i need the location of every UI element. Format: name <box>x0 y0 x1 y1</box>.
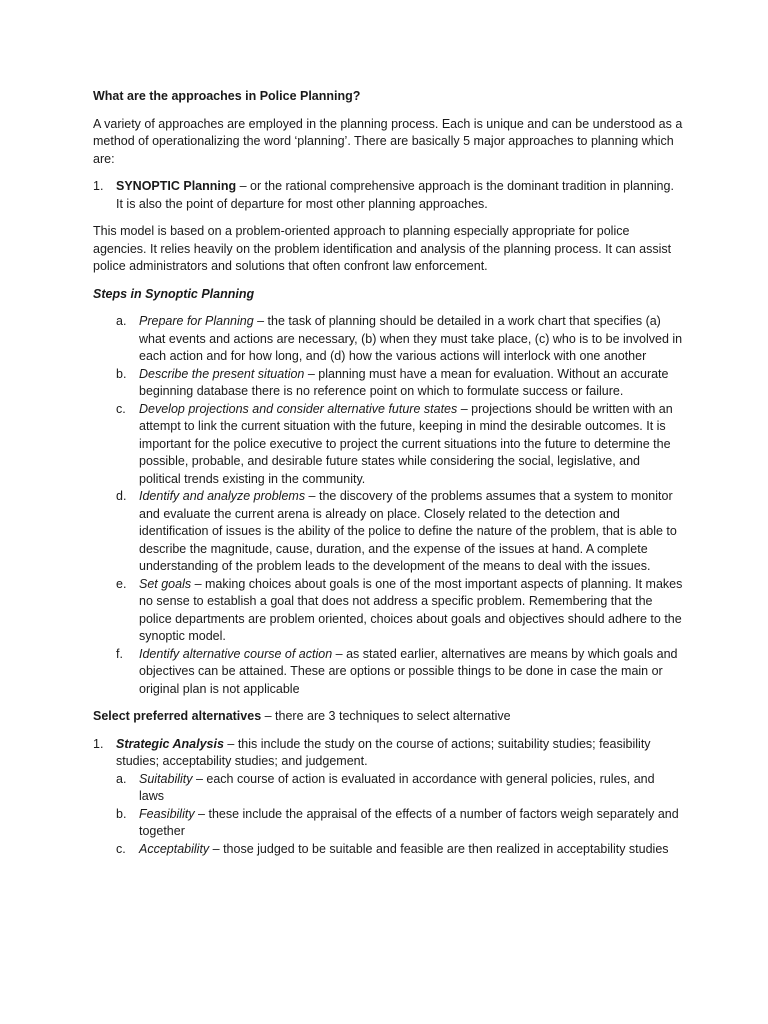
list-item <box>116 646 683 699</box>
technique-sub-list <box>116 771 683 859</box>
step-text: – as stated earlier, alternatives are means by which goals and objectives can be attained. These are options or possible things to be done in case the main or original plan is not applicable <box>139 646 678 696</box>
approaches-list <box>93 178 683 213</box>
step-term: Identify alternative course of action <box>139 646 333 661</box>
list-item <box>116 576 683 646</box>
list-item <box>116 771 683 806</box>
step-text: – the task of planning should be detailed in a work chart that specifies (a) what events and actions are necessary, (b) when they must take place, (c) who is to be involved in each action and for how long, and (d) how the various actions will interlock with one another <box>139 314 683 363</box>
list-item <box>116 401 683 489</box>
list-marker: f. <box>116 646 123 661</box>
step-text: – planning must have a mean for evaluation. Without an accurate beginning database there is no reference point on which to formulate success or failure. <box>139 366 669 398</box>
step-term: Identify and analyze problems <box>139 489 306 503</box>
technique-term: Strategic Analysis <box>116 736 224 751</box>
page-title: What are the approaches in Police Planning? <box>93 89 361 103</box>
step-term: Describe the present situation <box>139 366 305 381</box>
list-item <box>116 313 683 366</box>
step-term: Prepare for Planning <box>139 314 254 328</box>
document-page <box>93 88 683 868</box>
list-marker: c. <box>116 401 126 416</box>
approach-term: SYNOPTIC Planning <box>116 179 237 193</box>
list-marker: e. <box>116 576 127 591</box>
sub-term: Feasibility <box>139 806 195 821</box>
list-item <box>93 736 683 859</box>
select-term: Select preferred alternatives <box>93 709 262 723</box>
step-text: – the discovery of the problems assumes that a system to monitor and evaluate the current arena is already on place. Closely related to the detection and identification of issues is the ability of the police to define the nature of the problem, that is able to describe the magnitude, cause, duration, and the expense of the issues at hand. A complete understanding of the problem leads to the development of the means to deal with the issues. <box>139 489 677 573</box>
list-marker: c. <box>116 841 126 856</box>
list-item <box>93 178 683 213</box>
model-paragraph: This model is based on a problem-oriented approach to planning especially appropriate for police agencies. It relies heavily on the problem identification and analysis of the planning process. It can assist police administrators and solutions that often confront law enforcement. <box>93 224 672 273</box>
steps-list <box>116 313 683 698</box>
list-marker: b. <box>116 366 127 381</box>
techniques-list <box>93 736 683 859</box>
list-marker: b. <box>116 806 127 821</box>
sub-text: – each course of action is evaluated in accordance with general policies, rules, and laws <box>139 771 655 803</box>
list-marker: 1. <box>93 736 104 751</box>
list-item <box>116 841 683 859</box>
step-text: – projections should be written with an attempt to link the current situation with the future, keeping in mind the desirable outcomes. It is important for the police executive to project the current situations into the future to determine the possible, probable, and desirable future states while considering the social, legislative, and political trends existing in the community. <box>139 401 673 486</box>
sub-term: Acceptability <box>139 841 210 856</box>
select-text: – there are 3 techniques to select alternative <box>261 709 511 723</box>
sub-text: – these include the appraisal of the effects of a number of factors weigh separately and together <box>139 806 679 838</box>
list-item <box>116 366 683 401</box>
sub-text: – those judged to be suitable and feasible are then realized in acceptability studies <box>209 841 669 856</box>
select-paragraph <box>93 708 683 726</box>
step-term: Set goals <box>139 576 192 591</box>
technique-text: – this include the study on the course of actions; suitability studies; feasibility studies; acceptability studies; and judgement. <box>116 736 651 768</box>
approach-text: – or the rational comprehensive approach is the dominant tradition in planning. It is also the point of departure for most other planning approaches. <box>116 179 674 211</box>
list-marker: a. <box>116 771 127 786</box>
step-text: – making choices about goals is one of the most important aspects of planning. It makes no sense to establish a goal that does not address a specific problem. Remembering that the police departments are problem oriented, choices about goals and objectives should adhere to the synoptic model. <box>139 576 683 643</box>
steps-heading: Steps in Synoptic Planning <box>93 286 255 301</box>
list-marker: a. <box>116 314 127 328</box>
list-marker: d. <box>116 489 127 503</box>
sub-term: Suitability <box>139 771 193 786</box>
list-marker: 1. <box>93 179 104 193</box>
list-item <box>116 488 683 576</box>
intro-paragraph: A variety of approaches are employed in the planning process. Each is unique and can be understood as a method of operationalizing the word ‘planning’. There are basically 5 major approaches to planning which are: <box>93 116 683 166</box>
step-term: Develop projections and consider alternative future states <box>139 401 458 416</box>
list-item <box>116 806 683 841</box>
